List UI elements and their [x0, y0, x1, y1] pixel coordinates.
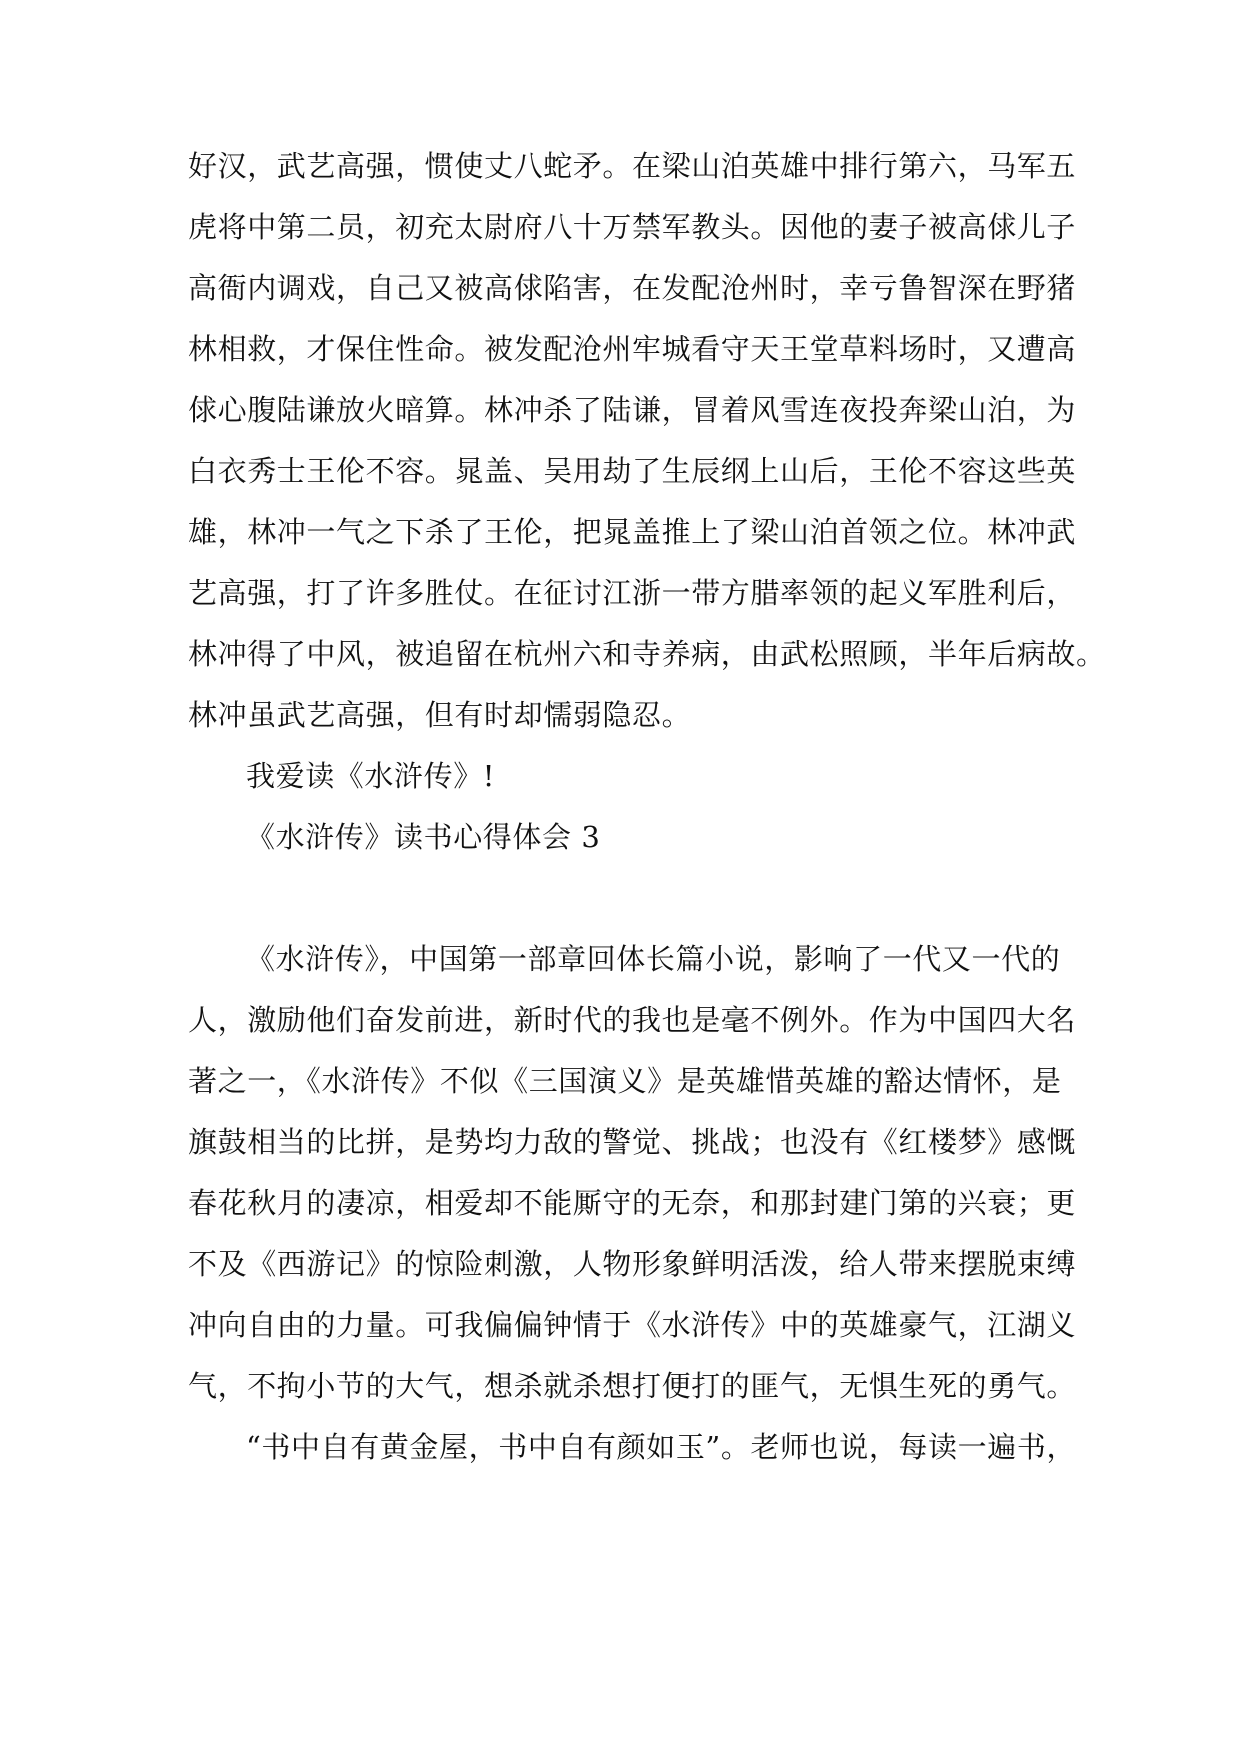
- paragraph-line: 旗鼓相当的比拼，是势均力敌的警觉、挑战；也没有《红楼梦》感慨: [188, 1125, 1077, 1159]
- paragraph-line: 艺高强，打了许多胜仗。在征讨江浙一带方腊率领的起义军胜利后，: [188, 576, 1077, 610]
- paragraph-line: “书中自有黄金屋，书中自有颜如玉”。老师也说，每读一遍书，: [246, 1430, 1077, 1464]
- section-heading: 《水浒传》读书心得体会 3: [246, 820, 601, 854]
- paragraph-line: 俅心腹陆谦放火暗算。林冲杀了陆谦，冒着风雪连夜投奔梁山泊，为: [188, 393, 1077, 427]
- paragraph-line: 林冲得了中风，被追留在杭州六和寺养病，由武松照顾，半年后病故。: [188, 637, 1106, 671]
- paragraph-line: 气，不拘小节的大气，想杀就杀想打便打的匪气，无惧生死的勇气。: [188, 1369, 1077, 1403]
- paragraph-line: 《水浒传》，中国第一部章回体长篇小说，影响了一代又一代的: [246, 942, 1061, 976]
- paragraph-line: 高衙内调戏，自己又被高俅陷害，在发配沧州时，幸亏鲁智深在野猪: [188, 271, 1077, 305]
- paragraph-line: 林相救，才保住性命。被发配沧州牢城看守天王堂草料场时，又遭高: [188, 332, 1077, 366]
- paragraph-line: 林冲虽武艺高强，但有时却懦弱隐忍。: [188, 698, 692, 732]
- paragraph-line: 好汉，武艺高强，惯使丈八蛇矛。在梁山泊英雄中排行第六，马军五: [188, 149, 1077, 183]
- paragraph-line: 我爱读《水浒传》!: [246, 759, 496, 793]
- paragraph-line: 不及《西游记》的惊险刺激，人物形象鲜明活泼，给人带来摆脱束缚: [188, 1247, 1077, 1281]
- paragraph-line: 雄，林冲一气之下杀了王伦，把晁盖推上了梁山泊首领之位。林冲武: [188, 515, 1077, 549]
- paragraph-line: 春花秋月的凄凉，相爱却不能厮守的无奈，和那封建门第的兴衰；更: [188, 1186, 1077, 1220]
- paragraph-line: 白衣秀士王伦不容。晁盖、吴用劫了生辰纲上山后，王伦不容这些英: [188, 454, 1077, 488]
- paragraph-line: 虎将中第二员，初充太尉府八十万禁军教头。因他的妻子被高俅儿子: [188, 210, 1077, 244]
- paragraph-line: 冲向自由的力量。可我偏偏钟情于《水浒传》中的英雄豪气，江湖义: [188, 1308, 1077, 1342]
- paragraph-line: 人，激励他们奋发前进，新时代的我也是毫不例外。作为中国四大名: [188, 1003, 1077, 1037]
- paragraph-line: 著之一，《水浒传》不似《三国演义》是英雄惜英雄的豁达情怀，是: [188, 1064, 1062, 1098]
